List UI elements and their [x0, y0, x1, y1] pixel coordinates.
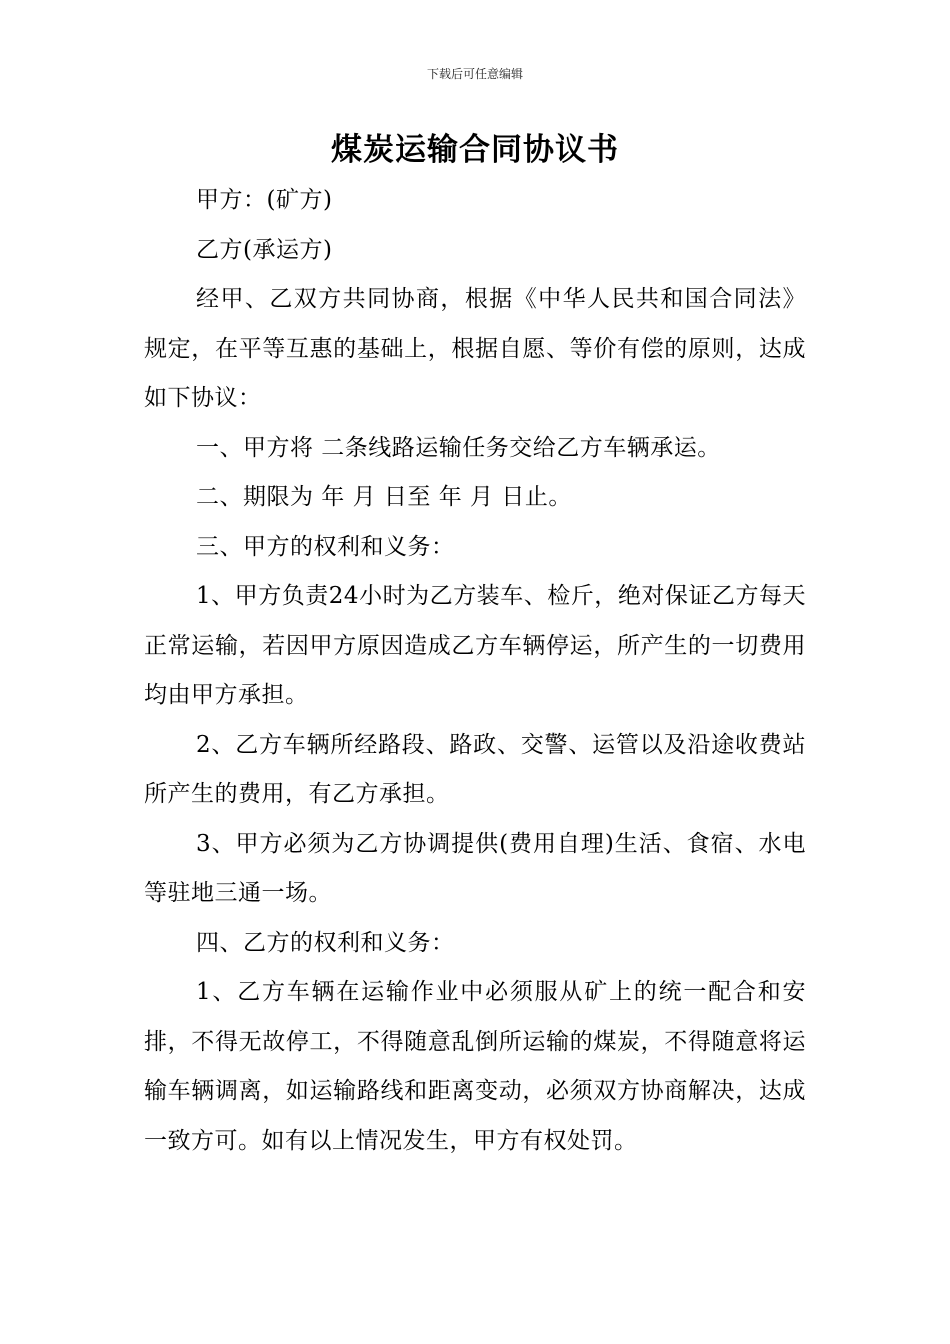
document-title: 煤炭运输合同协议书 [331, 132, 619, 168]
document-body [144, 176, 806, 1166]
page-header-note: 下载后可任意编辑 [426, 67, 523, 81]
party-b-line: 乙方(承运方) [196, 236, 333, 263]
section-4-heading: 四、乙方的权利和义务： [196, 929, 455, 956]
section-3-heading: 三、甲方的权利和义务： [196, 533, 455, 560]
clause-1: 一、甲方将 二条线路运输任务交给乙方车辆承运。 [196, 434, 721, 461]
section-3-item-2: 2、乙方车辆所经路段、路政、交警、运管以及沿途收费站所产生的费用，有乙方承担。 [144, 731, 806, 807]
party-a-line: 甲方：(矿方) [196, 187, 333, 213]
section-3-item-3: 3、甲方必须为乙方协调提供(费用自理)生活、食宿、水电等驻地三通一场。 [144, 830, 806, 906]
clause-2: 二、期限为 年 月 日至 年 月 日止。 [196, 484, 572, 510]
preamble-paragraph: 经甲、乙双方共同协商，根据《中华人民共和国合同法》规定，在平等互惠的基础上，根据自愿、等价有偿的原则，达成如下协议： [144, 286, 806, 411]
section-3-item-1: 1、甲方负责24小时为乙方装车、检斤，绝对保证乙方每天正常运输，若因甲方原因造成乙方车辆停运，所产生的一切费用均由甲方承担。 [144, 583, 806, 708]
section-4-item-1: 1、乙方车辆在运输作业中必须服从矿上的统一配合和安排，不得无故停工，不得随意乱倒所运输的煤炭，不得随意将运输车辆调离，如运输路线和距离变动，必须双方协商解决，达成一致方可。如有以上情况发生，甲方有权处罚。 [144, 979, 806, 1154]
